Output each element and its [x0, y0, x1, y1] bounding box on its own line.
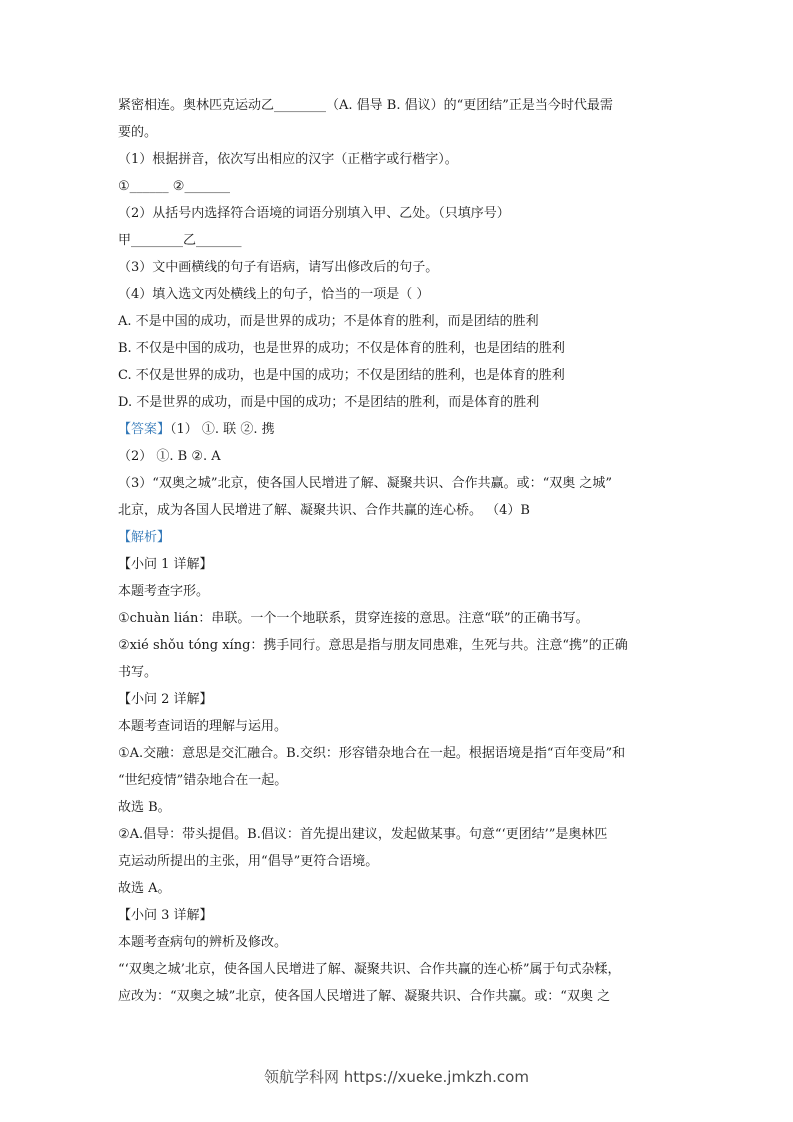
- text-line: 应改为：“双奥之城”北京，使各国人民增进了解、凝聚共识、合作共赢。或：“双奥 之: [118, 989, 611, 1004]
- text-line: 故选 A。: [118, 881, 171, 896]
- section-heading: 【小问 3 详解】: [118, 908, 213, 923]
- text-line: 本题考查字形。: [118, 584, 210, 599]
- text-line: “‘双奥之城’北京，使各国人民增进了解、凝聚共识、合作共赢的连心桥”属于句式杂糅，: [118, 962, 621, 977]
- section-heading: 【小问 1 详解】: [118, 557, 213, 572]
- text-line: ①A.交融：意思是交汇融合。B.交织：形容错杂地合在一起。根据语境是指“百年变局”和: [118, 746, 626, 761]
- text-line: 书写。: [118, 665, 158, 680]
- text-line: （2） ①. B ②. A: [118, 449, 221, 464]
- text-line: ①______ ②_______: [118, 179, 230, 194]
- text-line: “世纪疫情”错杂地合在一起。: [118, 773, 288, 788]
- footer-watermark: 领航学科网 https://xueke.jmkzh.com: [264, 1068, 529, 1086]
- analysis-tag: 【解析】: [118, 530, 171, 545]
- option-c: C. 不仅是世界的成功，也是中国的成功；不仅是团结的胜利，也是体育的胜利: [118, 368, 565, 383]
- option-d: D. 不是世界的成功，而是中国的成功；不是团结的胜利，而是体育的胜利: [118, 395, 540, 410]
- document-body: [118, 92, 678, 1010]
- text-line: ②A.倡导：带头提倡。B.倡议：首先提出建议，发起做某事。句意“‘更团结’”是奥林匹: [118, 827, 608, 842]
- text-line: 北京，成为各国人民增进了解、凝聚共识、合作共赢的连心桥。 （4）B: [118, 503, 530, 518]
- text-line: （3）“双奥之城”北京，使各国人民增进了解、凝聚共识、合作共赢。或：“双奥 之城”: [118, 476, 612, 491]
- text-line: （4）填入选文丙处横线上的句子，恰当的一项是（ ）: [118, 287, 430, 302]
- text-line: （1）根据拼音，依次写出相应的汉字（正楷字或行楷字）。: [118, 152, 458, 167]
- text-line: 甲________乙_______: [118, 233, 242, 248]
- text-line: 紧密相连。奥林匹克运动乙________（A. 倡导 B. 倡议）的“更团结”正是当今时代最需: [118, 98, 613, 113]
- text-line: 本题考查词语的理解与运用。: [118, 719, 288, 734]
- text-line: 要的。: [118, 125, 158, 140]
- text-line: ①chuàn lián：串联。一个一个地联系，贯穿连接的意思。注意“联”的正确书写。: [118, 611, 589, 626]
- text-line: （3）文中画横线的句子有语病，请写出修改后的句子。: [118, 260, 439, 275]
- text-line: ②xié shǒu tóng xíng：携手同行。意思是指与朋友同患难，生死与共。注意“携”的正确: [118, 638, 628, 653]
- option-a: A. 不是中国的成功，而是世界的成功；不是体育的胜利，而是团结的胜利: [118, 314, 539, 329]
- option-b: B. 不仅是中国的成功，也是世界的成功；不仅是体育的胜利，也是团结的胜利: [118, 341, 565, 356]
- answer-tag: 【答案】: [118, 422, 171, 437]
- text-line: （2）从括号内选择符合语境的词语分别填入甲、乙处。（只填序号）: [118, 206, 510, 221]
- answer-text: （1） ①. 联 ②. 携: [170, 422, 275, 437]
- section-heading: 【小问 2 详解】: [118, 692, 213, 707]
- text-line: 本题考查病句的辨析及修改。: [118, 935, 288, 950]
- text-line: 克运动所提出的主张，用“倡导”更符合语境。: [118, 854, 379, 869]
- text-line: 故选 B。: [118, 800, 171, 815]
- answer-line: [118, 416, 678, 443]
